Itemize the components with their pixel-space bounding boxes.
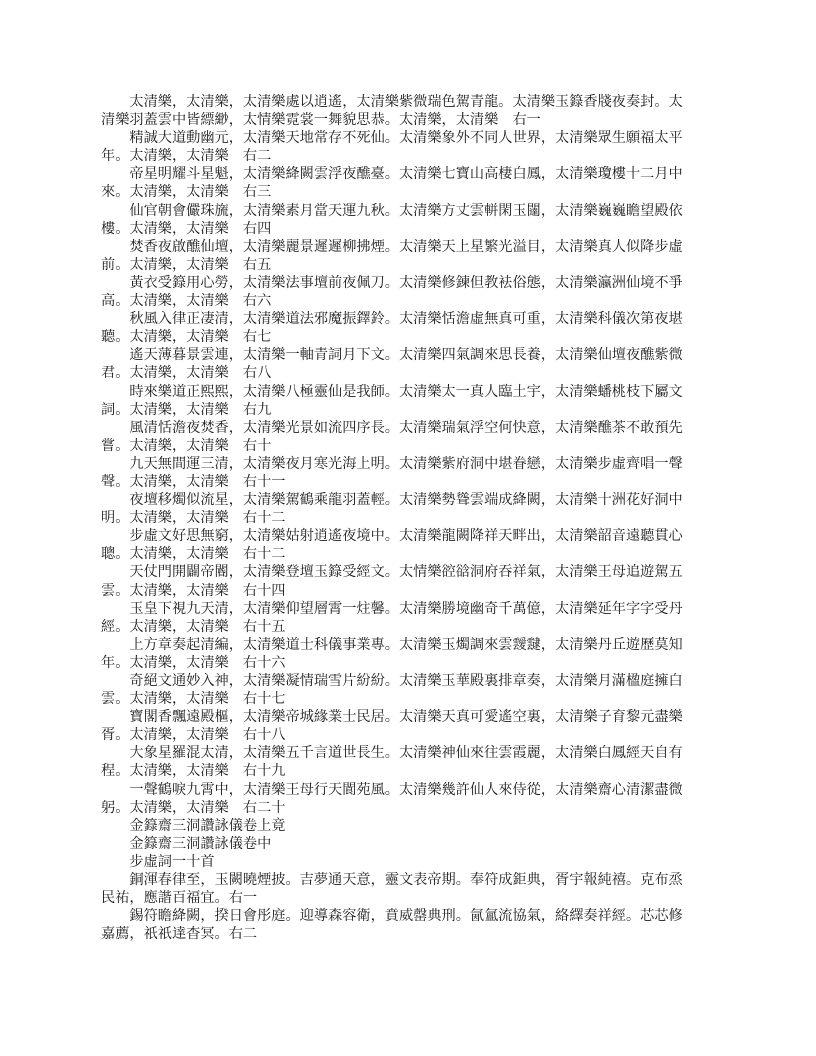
text-line: 夜壇移燭似流星，太清樂駕鶴乘龍羽蓋輕。太清樂勢聳雲端成絳闕，太清樂十洲花好洞中: [101, 492, 683, 509]
text-line: 一聲鶴唳九霄中，太清樂王母行天閬苑風。太清樂幾許仙人來侍從，太清樂齋心清潔盡微: [101, 781, 683, 798]
text-line: 君。太清樂，太清樂 右八: [101, 365, 272, 382]
text-line: 程。太清樂，太清樂 右十九: [101, 763, 286, 780]
text-line: 年。太清樂，太清樂 右二: [101, 148, 272, 165]
text-line: 雲。太清樂，太清樂 右十四: [101, 582, 286, 599]
text-line: 嘉薦，祇祇達杳冥。右二: [101, 926, 258, 943]
text-line: 雲。太清樂，太清樂 右十七: [101, 691, 286, 708]
text-line: 來。太清樂，太清樂 右三: [101, 184, 272, 201]
text-line: 秋風入律正凄清，太清樂道法邪魔振鐸鈴。太清樂恬澹虛無真可重，太清樂科儀次第夜堪: [101, 311, 683, 328]
text-line: 明。太清樂，太清樂 右十二: [101, 510, 286, 527]
text-line: 遙天薄暮景雲連，太清樂一軸青詞月下文。太清樂四氣調來思長養，太清樂仙壇夜醮紫微: [101, 347, 683, 364]
text-line: 詞。太清樂，太清樂 右九: [101, 401, 272, 418]
text-line: 聲。太清樂，太清樂 右十一: [101, 473, 286, 490]
text-line: 高。太清樂，太清樂 右六: [101, 293, 272, 310]
colophon-juan-zhong-start: 金籙齋三洞讚詠儀卷中: [101, 835, 272, 852]
text-line: 奇絕文通妙入神，太清樂凝情瑞雪片紛紛。太清樂玉華殿裏排章奏，太清樂月滿楹庭擁白: [101, 673, 683, 689]
text-line: 經。太清樂，太清樂 右十五: [101, 618, 286, 635]
text-line: 躬。太清樂，太清樂 右二十: [101, 799, 286, 816]
text-line: 上方章奏起清編，太清樂道士科儀事業專。太清樂玉燭調來雲靉靆，太清樂丹丘遊歷莫知: [101, 636, 683, 653]
text-line: 天仗門開闢帝閽，太清樂登壇玉籙受經文。太情樂谾谽洞府吞祥氣，太清樂王母追遊駕五: [101, 564, 683, 581]
text-line: 寶閣香飄遠殿樞，太清樂帝城緣業士民居。太清樂天真可愛遙空裏，太清樂子育黎元盡樂: [101, 709, 683, 726]
text-line: 太清樂，太清樂，太清樂處以逍遙，太清樂紫微瑞色駕青龍。太清樂玉籙香牋夜奏封。太: [101, 94, 683, 110]
text-line: 時來樂道正熙熙，太清樂八極靈仙是我師。太清樂太一真人臨土宇，太清樂蟠桃枝下屬文: [101, 383, 683, 400]
text-line: 玉皇下視九天清，太清樂仰望層霄一炷馨。太清樂勝境幽奇千萬億，太清樂延年字字受丹: [101, 600, 683, 617]
text-line: 樓。太清樂，太清樂 右四: [101, 220, 272, 237]
text-line: 精誠大道動幽元，太清樂天地常存不死仙。太清樂象外不同人世界，太清樂眾生願福太平: [101, 130, 683, 147]
text-line: 民祐，應諧百福宜。右一: [101, 890, 258, 907]
section-title-buxu-ci: 步虛詞一十首: [101, 853, 215, 870]
text-line: 銅渾春律至，玉闕曉煙披。吉夢通天意，靈文表帝期。奉符成鉅典，胥宇報純禧。克布烝: [101, 872, 683, 889]
text-line: 胥。太清樂，太清樂 右十八: [101, 727, 286, 744]
text-line: 步虛文好思無窮，太清樂姑射逍遙夜境中。太清樂龍闕降祥天畔出，太清樂韶音遠聽貫心: [101, 528, 683, 545]
text-line: 仙官朝會儼珠旒，太清樂素月當天運九秋。太清樂方丈雲軿閑玉闥，太清樂巍巍瞻望殿依: [101, 202, 683, 219]
text-line: 九天無間運三清，太清樂夜月寒光海上明。太清樂紫府洞中堪眷戀，太清樂步虛齊唱一聲: [101, 455, 683, 472]
text-line: 聰。太清樂，太清樂 右十二: [101, 546, 286, 563]
text-line: 前。太清樂，太清樂 右五: [101, 256, 272, 273]
colophon-juan-shang-end: 金籙齋三洞讚詠儀卷上竟: [101, 817, 286, 834]
text-line: 大象星羅混太清，太清樂五千言道世長生。太清樂神仙來往雲霞麗，太清樂白鳳經天自有: [101, 745, 683, 762]
text-line: 聽。太清樂，太清樂 右七: [101, 329, 272, 346]
text-line: 清樂羽蓋雲中皆縹緲，太情樂霓裳一舞貌思恭。太清樂，太清樂 右一: [101, 112, 541, 129]
text-line: 帝星明耀斗星魁，太清樂絳闕雲浮夜醮臺。太清樂七寶山高棲白鳳，太清樂瓊樓十二月中: [101, 166, 683, 183]
text-line: 風清恬澹夜焚香，太清樂光景如流四序長。太清樂瑞氣浮空何快意，太清樂醮茶不敢預先: [101, 419, 683, 436]
text-block: [101, 93, 717, 943]
text-line: 錫符瞻絳闕，揆日會彤庭。迎導森容衛，賁威罄典刑。氤氳流協氣，絡繹奏祥經。芯芯修: [101, 908, 683, 925]
text-line: 年。太清樂，太清樂 右十六: [101, 654, 286, 671]
text-line: 焚香夜啟醮仙壇，太清樂麗景遲遲柳拂煙。太清樂天上星繁光溢目，太清樂真人似降步虛: [101, 238, 683, 255]
text-line: 嘗。太清樂，太清樂 右十: [101, 437, 272, 454]
text-line: 黃衣受籙用心勞，太清樂法事壇前夜佩刀。太清樂修鍊但教袪俗態，太清樂瀛洲仙境不爭: [101, 274, 683, 291]
